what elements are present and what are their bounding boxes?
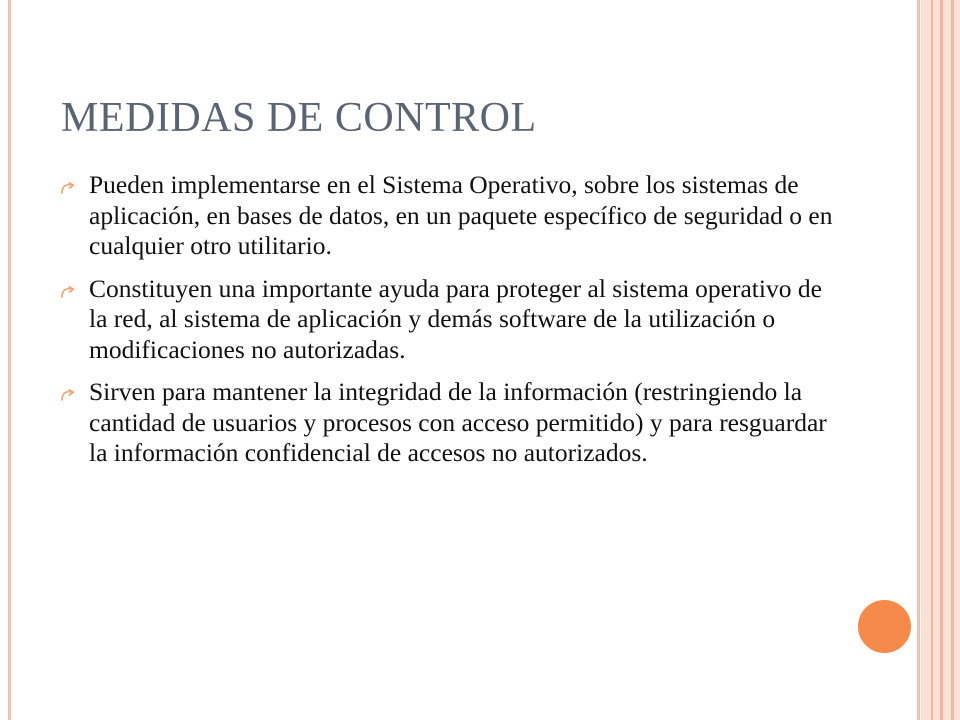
decorative-stripes (921, 0, 960, 720)
orange-circle-icon (855, 597, 914, 656)
bullet-text: Constituyen una importante ayuda para proteger al sistema operativo de la red, al sistema de aplicación y demás software de la utilización o modificaciones no autorizadas. (89, 273, 822, 364)
bullet-item (60, 170, 840, 262)
bullet-text: Sirven para mantener la integridad de la información (restringiendo la cantidad de usuarios y procesos con acceso permitido) y para resguardar la información confidencial de accesos no autorizados. (89, 377, 827, 467)
curved-arrow-bullet-icon (60, 389, 76, 401)
curved-arrow-bullet-icon (60, 286, 76, 298)
slide-title: MEDIDAS DE CONTROL (61, 95, 537, 141)
bullet-item (60, 377, 840, 469)
bullet-text: Pueden implementarse en el Sistema Operativo, sobre los sistemas de aplicación, en bases de datos, en un paquete específico de seguridad o en cualquier otro utilitario. (89, 170, 833, 260)
bullet-item (60, 274, 840, 366)
curved-arrow-bullet-icon (60, 182, 76, 194)
bullet-list (60, 170, 840, 481)
